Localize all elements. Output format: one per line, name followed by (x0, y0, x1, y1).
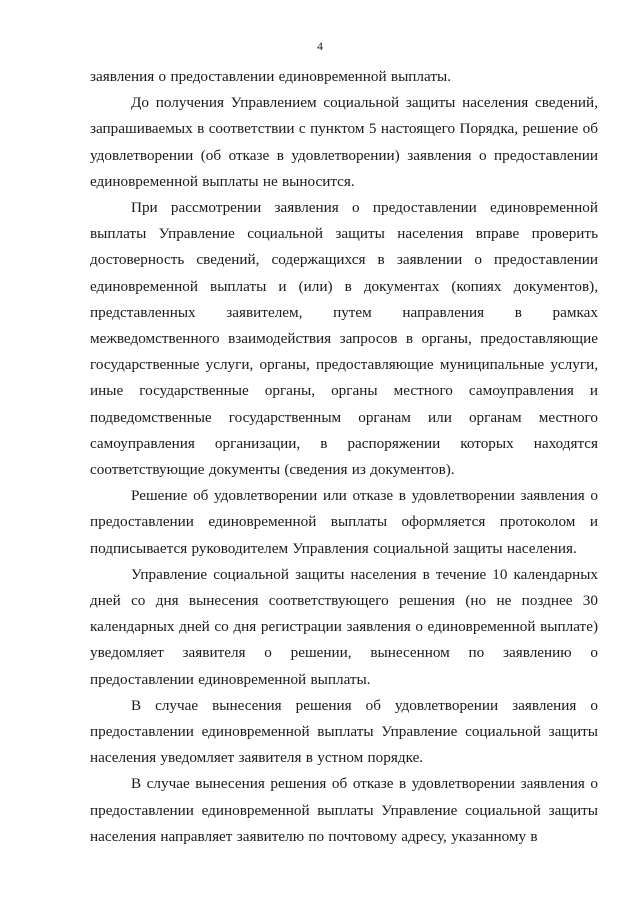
document-body (90, 64, 598, 850)
paragraph: В случае вынесения решения об отказе в удовлетворении заявления о предоставлении единовременной выплаты Управление социальной защиты населения направляет заявителю по почтовому адресу, указанному в (90, 775, 598, 845)
page-number: 4 (317, 39, 323, 53)
paragraph: До получения Управлением социальной защиты населения сведений, запрашиваемых в соответствии с пунктом 5 настоящего Порядка, решение об удовлетворении (об отказе в удовлетворении) заявления о предоставлении единовременной выплаты не выносится. (90, 94, 598, 190)
paragraph-continuation: заявления о предоставлении единовременной выплаты. (90, 68, 451, 85)
paragraph: При рассмотрении заявления о предоставлении единовременной выплаты Управление социальной защиты населения вправе проверить достоверность сведений, содержащихся в заявлении о предоставлении единовременной выплаты и (или) в документах (копиях документов), представленных заявителем, путем направления в рамках межведомственного взаимодействия запросов в органы, предоставляющие государственные услуги, органы, предоставляющие муниципальные услуги, иные государственные органы, органы местного самоуправления и подведомственные государственным органам или органам местного самоуправления организации, в распоряжении которых находятся соответствующие документы (сведения из документов). (90, 199, 598, 479)
paragraph: В случае вынесения решения об удовлетворении заявления о предоставлении единовременной выплаты Управление социальной защиты населения уведомляет заявителя в устном порядке. (90, 696, 598, 767)
paragraph: Управление социальной защиты населения в течение 10 календарных дней со дня вынесения соответствующего решения (но не позднее 30 календарных дней со дня регистрации заявления о единовременной выплате) уведомляет заявителя о решении, вынесенном по заявлению о предоставлении единовременной выплаты. (90, 565, 598, 688)
paragraph: Решение об удовлетворении или отказе в удовлетворении заявления о предоставлении единовременной выплаты оформляется протоколом и подписывается руководителем Управления социальной защиты населения. (90, 487, 598, 557)
